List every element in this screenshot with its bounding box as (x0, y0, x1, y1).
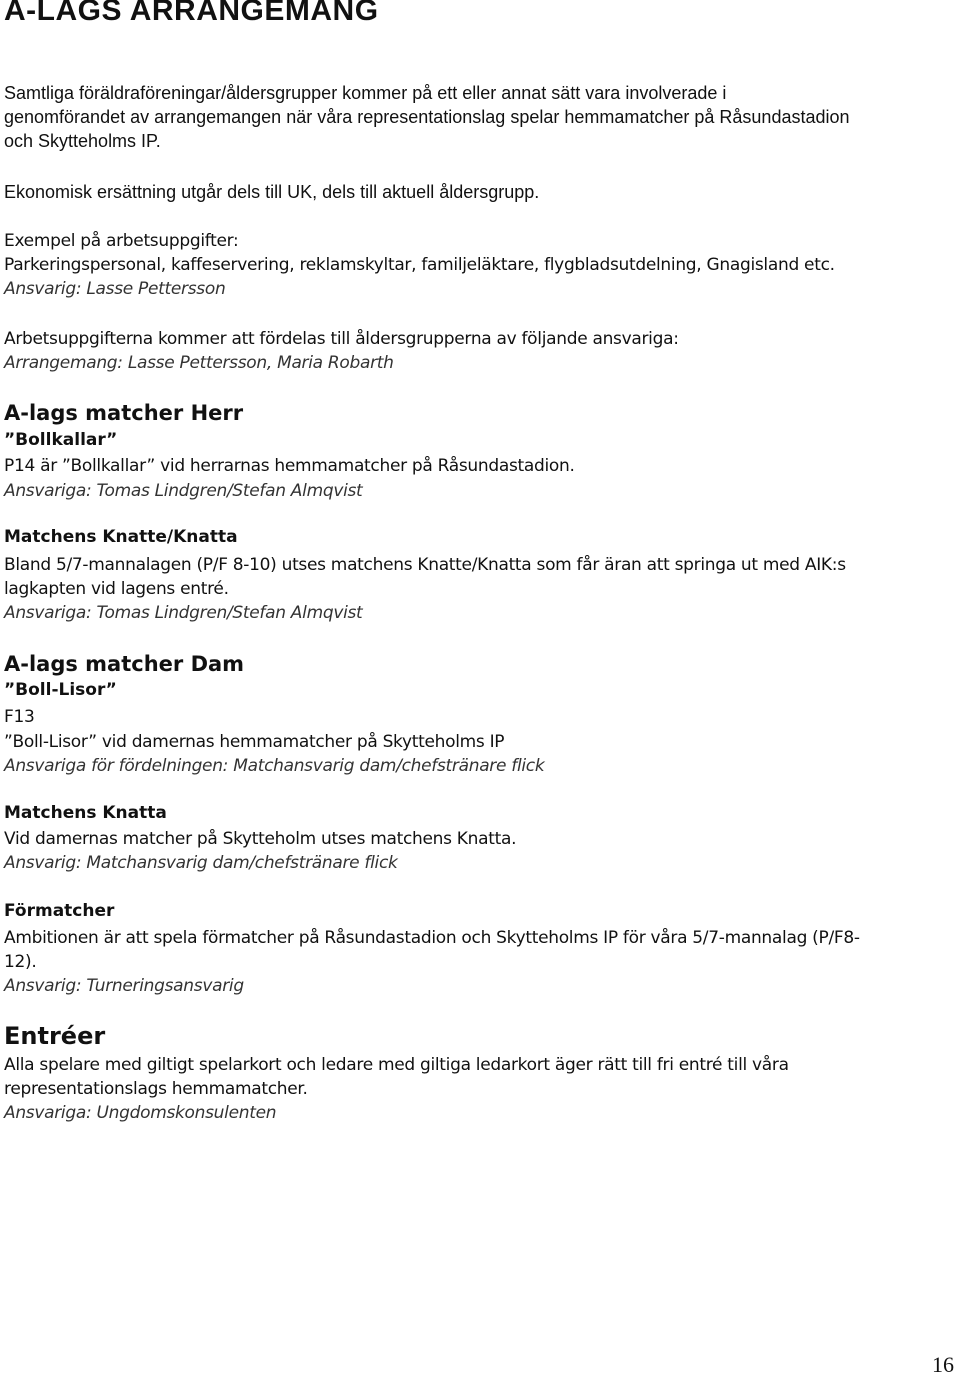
compensation-text: Ekonomisk ersättning utgår dels till UK, dels till aktuell åldersgrupp. (4, 182, 540, 202)
women-ballkids-group: F13 (4, 707, 35, 727)
men-ballkids-text: P14 är ”Bollkallar” vid herrarnas hemmamatcher på Råsundastadion. (4, 456, 575, 476)
men-mascot-line-2: lagkapten vid lagens entré. (4, 579, 229, 599)
women-ballkids-text: ”Boll-Lisor” vid damernas hemmamatcher på Skytteholms IP (4, 732, 505, 752)
distribution-responsible: Arrangemang: Lasse Pettersson, Maria Robarth (4, 353, 394, 373)
entry-heading: Entréer (4, 1022, 106, 1050)
tasks-responsible: Ansvarig: Lasse Pettersson (4, 279, 226, 299)
tasks-heading: Exempel på arbetsuppgifter: (4, 231, 239, 251)
women-heading: A-lags matcher Dam (4, 652, 245, 676)
men-ballkids-heading: ”Bollkallar” (4, 430, 118, 450)
entry-responsible: Ansvariga: Ungdomskonsulenten (4, 1103, 277, 1123)
men-mascot-heading: Matchens Knatte/Knatta (4, 527, 238, 547)
entry-line-1: Alla spelare med giltigt spelarkort och ledare med giltiga ledarkort äger rätt till fri entré till våra (4, 1055, 789, 1075)
distribution-text: Arbetsuppgifterna kommer att fördelas till åldersgrupperna av följande ansvariga: (4, 329, 679, 349)
men-heading: A-lags matcher Herr (4, 401, 244, 425)
women-mascot-text: Vid damernas matcher på Skytteholm utses matchens Knatta. (4, 829, 517, 849)
men-mascot-responsible: Ansvariga: Tomas Lindgren/Stefan Almqvist (4, 603, 363, 623)
prematches-line-2: 12). (4, 952, 37, 972)
men-mascot-line-1: Bland 5/7-mannalagen (P/F 8-10) utses matchens Knatte/Knatta som får äran att springa ut med AIK:s (4, 555, 846, 575)
prematches-responsible: Ansvarig: Turneringsansvarig (4, 976, 244, 996)
intro-line-2: genomförandet av arrangemangen när våra representationslag spelar hemmamatcher på Råsundastadion (4, 107, 850, 127)
prematches-heading: Förmatcher (4, 901, 115, 921)
entry-line-2: representationslags hemmamatcher. (4, 1079, 308, 1099)
women-mascot-responsible: Ansvarig: Matchansvarig dam/chefstränare flick (4, 853, 398, 873)
men-ballkids-responsible: Ansvariga: Tomas Lindgren/Stefan Almqvist (4, 481, 363, 501)
page-number: 16 (932, 1352, 954, 1377)
intro-line-3: och Skytteholms IP. (4, 131, 161, 151)
tasks-list: Parkeringspersonal, kaffeservering, reklamskyltar, familjeläktare, flygbladsutdelning, Gnagisland etc. (4, 255, 835, 275)
women-ballkids-heading: ”Boll-Lisor” (4, 680, 117, 700)
prematches-line-1: Ambitionen är att spela förmatcher på Råsundastadion och Skytteholms IP för våra 5/7-mannalag (P/F8- (4, 928, 860, 948)
page-title: A-LAGS ARRANGEMANG (4, 0, 379, 27)
women-mascot-heading: Matchens Knatta (4, 803, 167, 823)
intro-line-1: Samtliga föräldraföreningar/åldersgrupper kommer på ett eller annat sätt vara involverade i (4, 83, 727, 103)
women-ballkids-responsible: Ansvariga för fördelningen: Matchansvarig dam/chefstränare flick (4, 756, 545, 776)
